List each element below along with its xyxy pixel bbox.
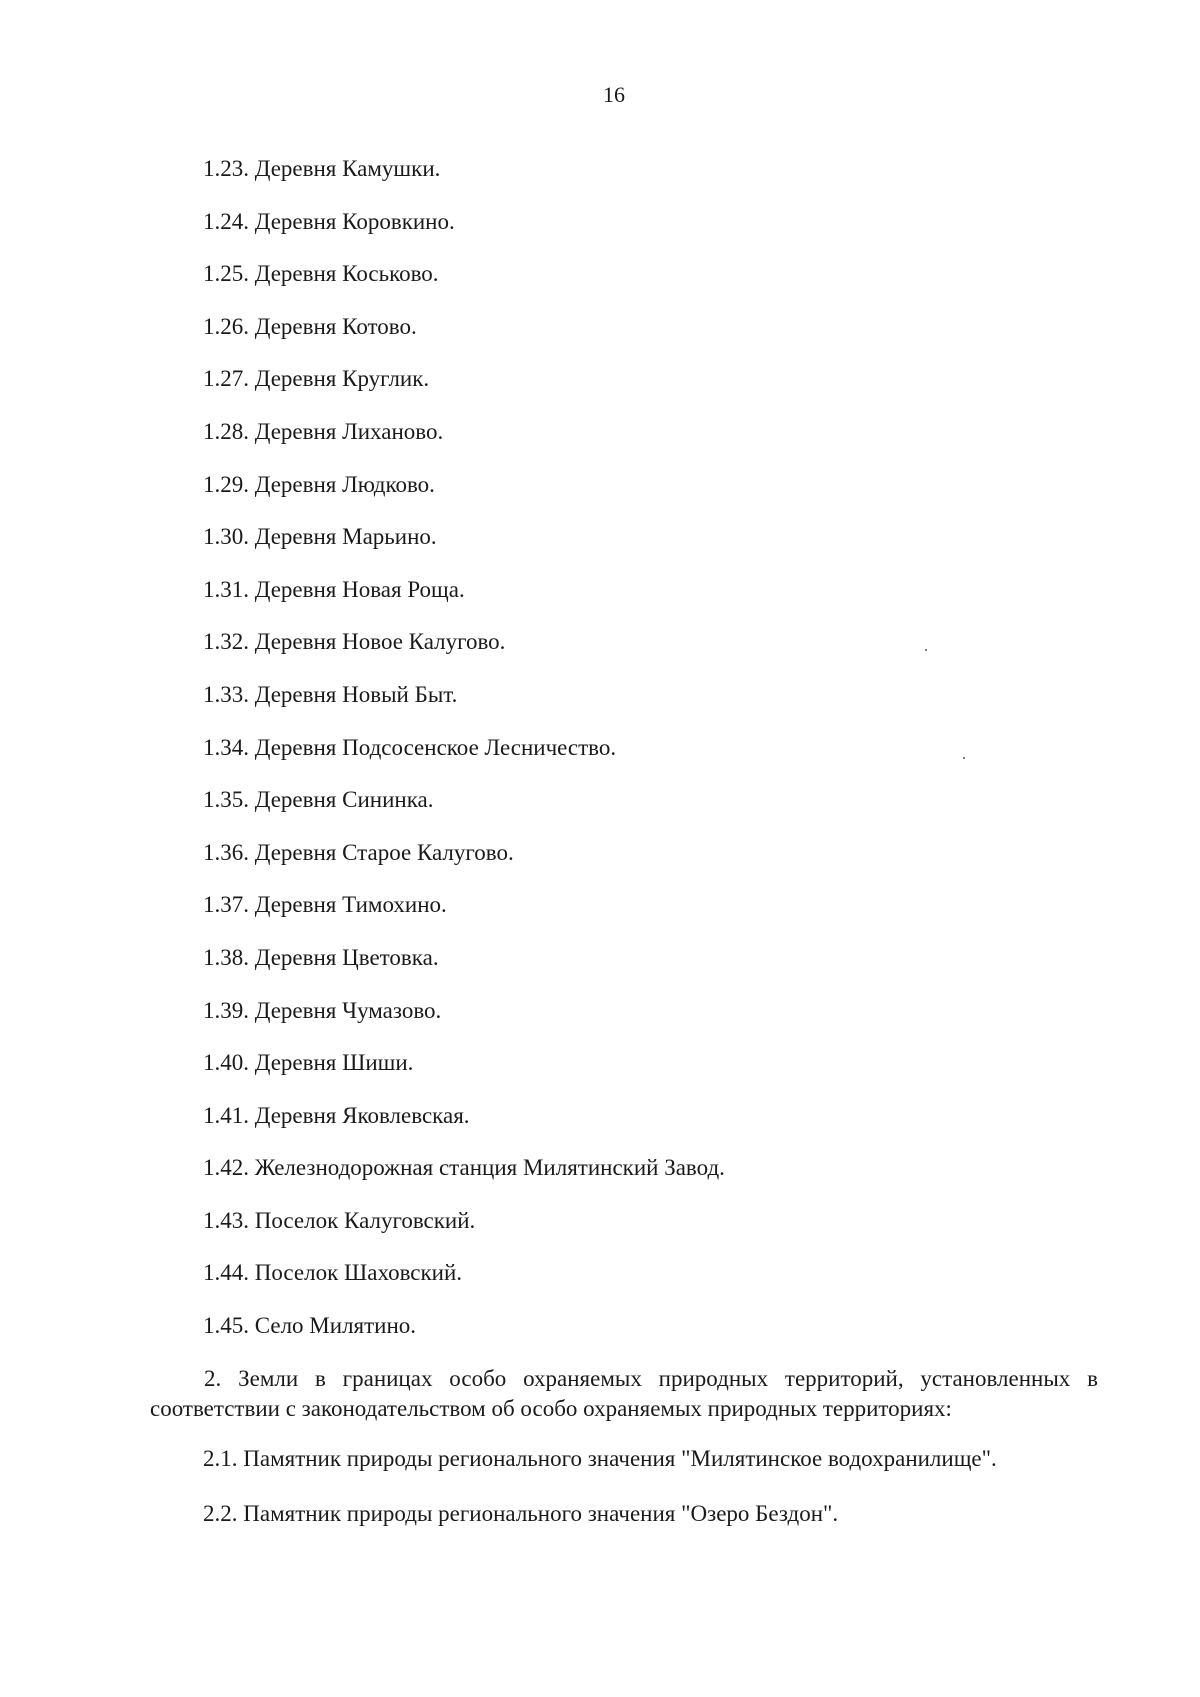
settlement-list-item: 1.36. Деревня Старое Калугово. xyxy=(203,839,514,865)
section-2-item: 2.2. Памятник природы регионального значения "Озеро Бездон". xyxy=(203,1501,839,1526)
settlement-list-item: 1.42. Железнодорожная станция Милятинский Завод. xyxy=(203,1155,725,1181)
settlement-list-item: 1.26. Деревня Котово. xyxy=(203,313,417,339)
settlement-list-item: 1.39. Деревня Чумазово. xyxy=(203,997,442,1023)
settlement-list-item: 1.45. Село Милятино. xyxy=(203,1313,417,1339)
settlement-list-item: 1.24. Деревня Коровкино. xyxy=(203,208,455,234)
settlement-list-item: 1.25. Деревня Коськово. xyxy=(203,261,439,287)
settlement-list-item: 1.31. Деревня Новая Роща. xyxy=(203,576,465,602)
settlement-list-item: 1.28. Деревня Лиханово. xyxy=(203,418,444,444)
settlement-list-item: 1.29. Деревня Людково. xyxy=(203,471,435,497)
page-number: 16 xyxy=(603,82,625,107)
settlement-list xyxy=(203,154,725,1364)
settlement-list-item: 1.43. Поселок Калуговский. xyxy=(203,1207,476,1233)
settlement-list-item: 1.32. Деревня Новое Калугово. xyxy=(203,629,506,655)
section-2-item: 2.1. Памятник природы регионального значения "Милятинское водохранилище". xyxy=(203,1446,997,1471)
settlement-list-item: 1.30. Деревня Марьино. xyxy=(203,524,437,550)
scan-speck xyxy=(963,757,965,759)
settlement-list-item: 1.40. Деревня Шиши. xyxy=(203,1050,414,1076)
section-2-paragraph: 2. Земли в границах особо охраняемых природных территорий, установленных в соответствии с законодательством об особо охраняемых природных территориях: xyxy=(150,1366,1098,1421)
scan-speck xyxy=(925,649,927,651)
settlement-list-item: 1.23. Деревня Камушки. xyxy=(203,156,441,181)
settlement-list-item: 1.33. Деревня Новый Быт. xyxy=(203,681,458,707)
settlement-list-item: 1.27. Деревня Круглик. xyxy=(203,366,430,392)
settlement-list-item: 1.35. Деревня Сининка. xyxy=(203,787,434,813)
settlement-list-item: 1.44. Поселок Шаховский. xyxy=(203,1260,463,1286)
settlement-list-item: 1.38. Деревня Цветовка. xyxy=(203,944,439,970)
settlement-list-item: 1.34. Деревня Подсосенское Лесничество. xyxy=(203,734,617,760)
settlement-list-item: 1.41. Деревня Яковлевская. xyxy=(203,1102,470,1128)
settlement-list-item: 1.37. Деревня Тимохино. xyxy=(203,892,447,918)
